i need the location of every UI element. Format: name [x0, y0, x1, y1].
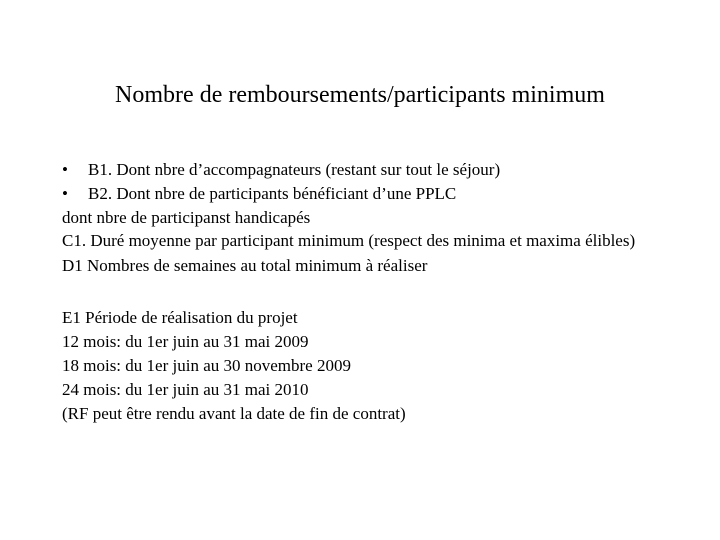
- text-line: 24 mois: du 1er juin au 31 mai 2010: [62, 380, 309, 399]
- slide-title: Nombre de remboursements/participants minimum: [115, 82, 605, 108]
- text-line: 12 mois: du 1er juin au 31 mai 2009: [62, 332, 309, 351]
- text-line: E1 Période de réalisation du projet: [62, 308, 298, 327]
- bullet-text: B1. Dont nbre d’accompagnateurs (restant sur tout le séjour): [88, 160, 501, 179]
- bullet-text: B2. Dont nbre de participants bénéficiant d’une PPLC: [88, 184, 457, 203]
- bullet-item: [62, 182, 662, 206]
- bullet-icon: •: [62, 160, 68, 179]
- text-line: C1. Duré moyenne par participant minimum (respect des minima et maxima élibles): [62, 231, 636, 250]
- text-line: dont nbre de participanst handicapés: [62, 208, 311, 227]
- bullet-icon: •: [62, 184, 68, 203]
- bullet-item: [62, 158, 662, 182]
- text-line: 18 mois: du 1er juin au 30 novembre 2009: [62, 356, 351, 375]
- text-line: (RF peut être rendu avant la date de fin de contrat): [62, 404, 406, 423]
- slide-body: [62, 158, 662, 426]
- text-line: D1 Nombres de semaines au total minimum à réaliser: [62, 256, 428, 275]
- spacer: [62, 278, 662, 306]
